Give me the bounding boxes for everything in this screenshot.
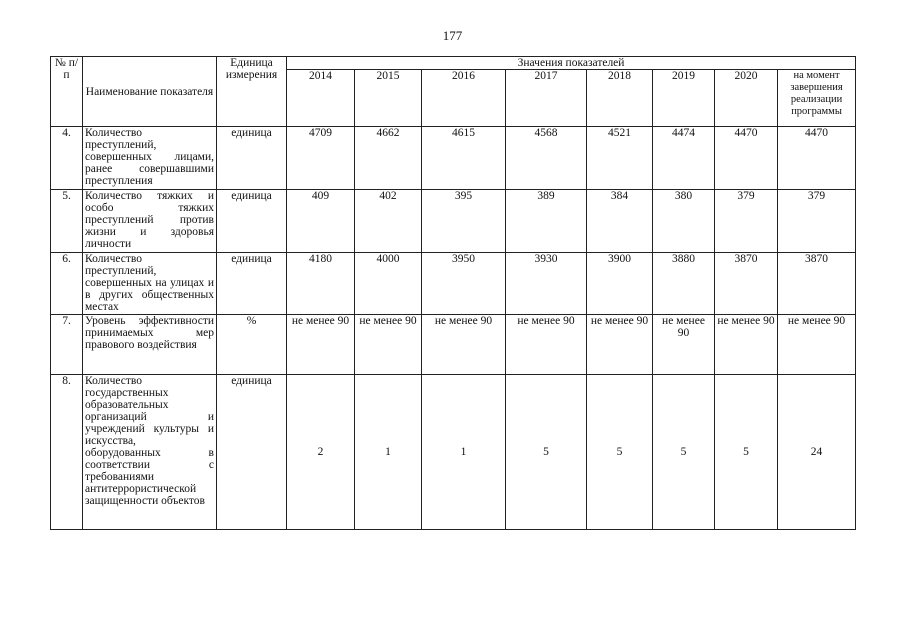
indicator-name: Количество государственных образовательных организаций и учреждений культуры и искусства, оборудованных в соответствии с требованиями антитеррористической защищенности объектов	[83, 375, 217, 530]
row-number: 8.	[51, 375, 83, 530]
indicator-value: 395	[422, 190, 506, 253]
header-year: 2014	[287, 70, 355, 127]
header-year: 2020	[715, 70, 778, 127]
indicator-value: 409	[287, 190, 355, 253]
indicator-value: 4000	[355, 253, 422, 315]
indicator-unit: единица	[217, 127, 287, 190]
indicator-value: не менее 90	[422, 315, 506, 375]
row-number: 5.	[51, 190, 83, 253]
table-row	[51, 315, 856, 375]
indicator-value: не менее 90	[506, 315, 587, 375]
indicator-value: 1	[355, 375, 422, 530]
indicator-value: 4568	[506, 127, 587, 190]
header-values-group: Значения показателей	[287, 57, 856, 70]
indicator-value: 24	[778, 375, 856, 530]
indicator-value: 4470	[715, 127, 778, 190]
indicator-value: не менее 90	[287, 315, 355, 375]
indicator-value: 3880	[653, 253, 715, 315]
indicator-value: 1	[422, 375, 506, 530]
indicator-value: 4662	[355, 127, 422, 190]
indicator-value: 4709	[287, 127, 355, 190]
header-name: Наименование показателя	[83, 57, 217, 127]
indicator-value: 4521	[587, 127, 653, 190]
header-num: № п/п	[51, 57, 83, 127]
indicator-unit: %	[217, 315, 287, 375]
indicator-value: 379	[778, 190, 856, 253]
indicator-value: не менее 90	[778, 315, 856, 375]
indicator-value: 3870	[778, 253, 856, 315]
row-number: 6.	[51, 253, 83, 315]
indicator-value: не менее 90	[587, 315, 653, 375]
indicator-value: не менее 90	[653, 315, 715, 375]
header-year: 2018	[587, 70, 653, 127]
row-number: 7.	[51, 315, 83, 375]
indicator-value: не менее 90	[715, 315, 778, 375]
table-row	[51, 253, 856, 315]
indicator-name: Количество преступлений, совершенных лицами, ранее совершавшими преступления	[83, 127, 217, 190]
indicators-table	[50, 56, 856, 530]
indicator-value: 3950	[422, 253, 506, 315]
indicator-value: 5	[715, 375, 778, 530]
indicator-value: 402	[355, 190, 422, 253]
indicator-value: 389	[506, 190, 587, 253]
indicator-value: 5	[653, 375, 715, 530]
indicator-value: 3930	[506, 253, 587, 315]
table-row	[51, 190, 856, 253]
indicator-name: Количество тяжких и особо тяжких преступлений против жизни и здоровья личности	[83, 190, 217, 253]
row-number: 4.	[51, 127, 83, 190]
page-number: 177	[442, 28, 463, 43]
indicator-name: Уровень эффективности принимаемых мер правового воздействия	[83, 315, 217, 375]
indicator-value: 5	[506, 375, 587, 530]
indicator-unit: единица	[217, 190, 287, 253]
header-year: 2015	[355, 70, 422, 127]
indicator-name: Количество преступлений, совершенных на улицах и в других общественных местах	[83, 253, 217, 315]
table-row	[51, 127, 856, 190]
header-year: 2019	[653, 70, 715, 127]
header-year: 2016	[422, 70, 506, 127]
indicator-value: 380	[653, 190, 715, 253]
indicator-value: не менее 90	[355, 315, 422, 375]
header-year: 2017	[506, 70, 587, 127]
header-unit: Единица измерения	[217, 57, 287, 127]
indicator-value: 384	[587, 190, 653, 253]
indicator-unit: единица	[217, 375, 287, 530]
table-row	[51, 375, 856, 530]
indicator-value: 5	[587, 375, 653, 530]
indicator-value: 4470	[778, 127, 856, 190]
indicator-value: 379	[715, 190, 778, 253]
indicator-value: 3870	[715, 253, 778, 315]
indicator-value: 4180	[287, 253, 355, 315]
indicator-value: 3900	[587, 253, 653, 315]
indicator-value: 4615	[422, 127, 506, 190]
indicator-value: 2	[287, 375, 355, 530]
header-row	[51, 57, 856, 70]
header-year-final: на момент завершения реализации программы	[778, 70, 856, 127]
indicator-unit: единица	[217, 253, 287, 315]
indicator-value: 4474	[653, 127, 715, 190]
